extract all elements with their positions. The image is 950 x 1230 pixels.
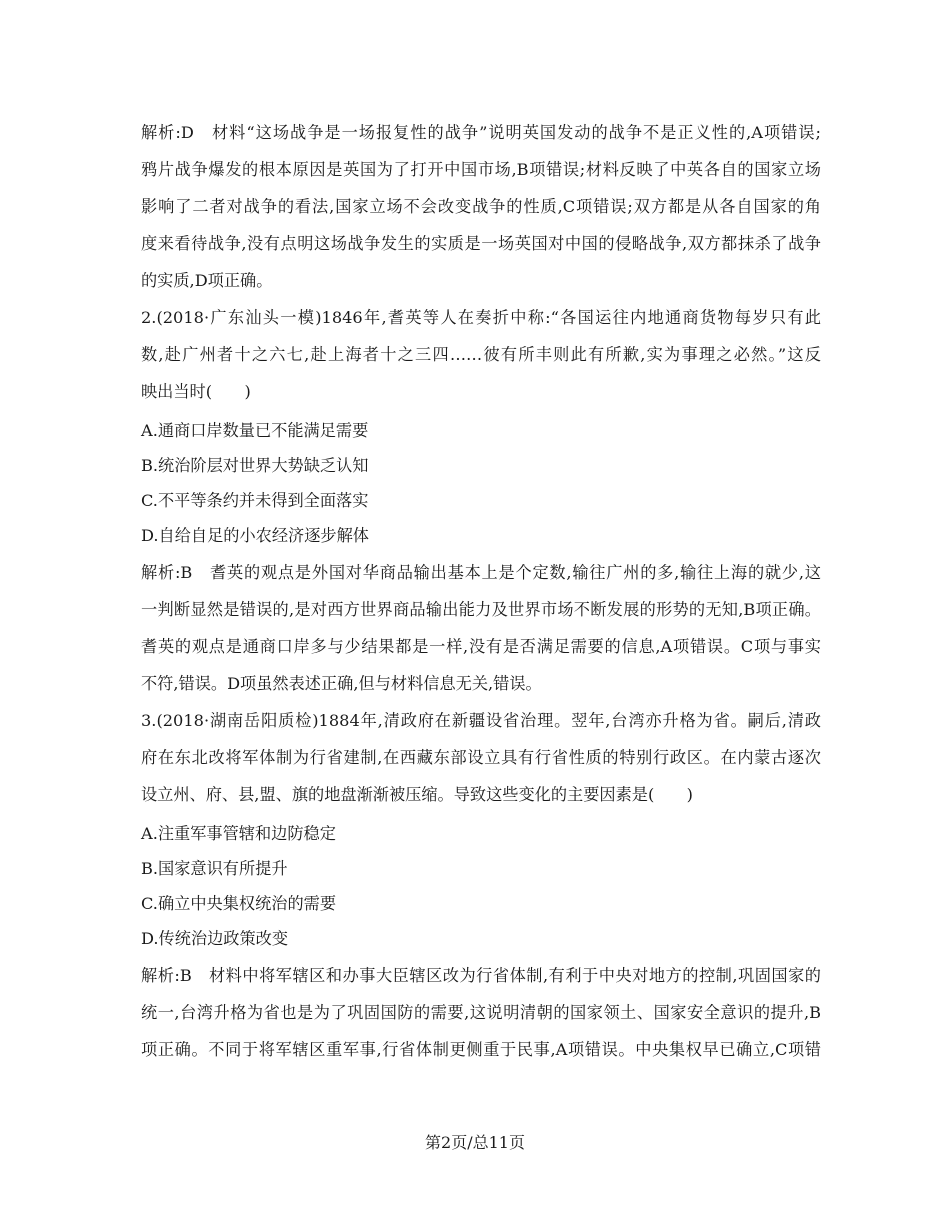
- question-3-line-3: 设立州、府、县,盟、旗的地盘渐渐被压缩。导致这些变化的主要因素是( ): [141, 785, 693, 804]
- analysis-q1-line-3: 影响了二者对战争的看法,国家立场不会改变战争的性质,C项错误;双方都是从各自国家的角: [141, 197, 821, 216]
- question-2-option-c: C.不平等条约并未得到全面落实: [141, 491, 369, 510]
- analysis-q1-line-1: 解析:D 材料“这场战争是一场报复性的战争”说明英国发动的战争不是正义性的,A项错误;: [141, 123, 821, 142]
- question-3-line-1: 3.(2018·湖南岳阳质检)1884年,清政府在新疆设省治理。翌年,台湾亦升格为省。嗣后,清政: [141, 711, 821, 730]
- question-3-option-a: A.注重军事管辖和边防稳定: [141, 824, 336, 843]
- analysis-q3-line-3: 项正确。不同于将军辖区重军事,行省体制更侧重于民事,A项错误。中央集权早已确立,C项错: [141, 1040, 821, 1059]
- analysis-q3-line-1: 解析:B 材料中将军辖区和办事大臣辖区改为行省体制,有利于中央对地方的控制,巩固国家的: [141, 966, 821, 985]
- analysis-q2-line-2: 一判断显然是错误的,是对西方世界商品输出能力及世界市场不断发展的形势的无知,B项正确。: [141, 600, 821, 619]
- page-number-footer: 第2页/总11页: [425, 1133, 525, 1152]
- analysis-q1-line-5: 的实质,D项正确。: [141, 271, 273, 290]
- question-3-option-c: C.确立中央集权统治的需要: [141, 894, 337, 913]
- question-2-line-3: 映出当时( ): [141, 382, 251, 401]
- question-2-line-1: 2.(2018·广东汕头一模)1846年,耆英等人在奏折中称:“各国运往内地通商货物每岁只有此: [141, 308, 821, 327]
- analysis-q3-line-2: 统一,台湾升格为省也是为了巩固国防的需要,这说明清朝的国家领土、国家安全意识的提升,B: [141, 1003, 821, 1022]
- analysis-q2-line-4: 不符,错误。D项虽然表述正确,但与材料信息无关,错误。: [141, 674, 542, 693]
- analysis-q2-line-1: 解析:B 耆英的观点是外国对华商品输出基本上是个定数,输往广州的多,输往上海的就少,这: [141, 563, 821, 582]
- question-3-option-d: D.传统治边政策改变: [141, 929, 289, 948]
- analysis-q1-line-4: 度来看待战争,没有点明这场战争发生的实质是一场英国对中国的侵略战争,双方都抹杀了战争: [141, 234, 821, 253]
- question-2-line-2: 数,赴广州者十之六七,赴上海者十之三四……彼有所丰则此有所歉,实为事理之必然。”这反: [141, 345, 821, 364]
- question-3-option-b: B.国家意识有所提升: [141, 859, 288, 878]
- question-2-option-d: D.自给自足的小农经济逐步解体: [141, 526, 369, 545]
- analysis-q1-line-2: 鸦片战争爆发的根本原因是英国为了打开中国市场,B项错误;材料反映了中英各自的国家立场: [141, 160, 821, 179]
- question-3-line-2: 府在东北改将军体制为行省建制,在西藏东部设立具有行省性质的特别行政区。在内蒙古逐次: [141, 748, 821, 767]
- question-2-option-b: B.统治阶层对世界大势缺乏认知: [141, 456, 369, 475]
- question-2-option-a: A.通商口岸数量已不能满足需要: [141, 421, 369, 440]
- analysis-q2-line-3: 耆英的观点是通商口岸多与少结果都是一样,没有是否满足需要的信息,A项错误。C项与事实: [141, 637, 821, 656]
